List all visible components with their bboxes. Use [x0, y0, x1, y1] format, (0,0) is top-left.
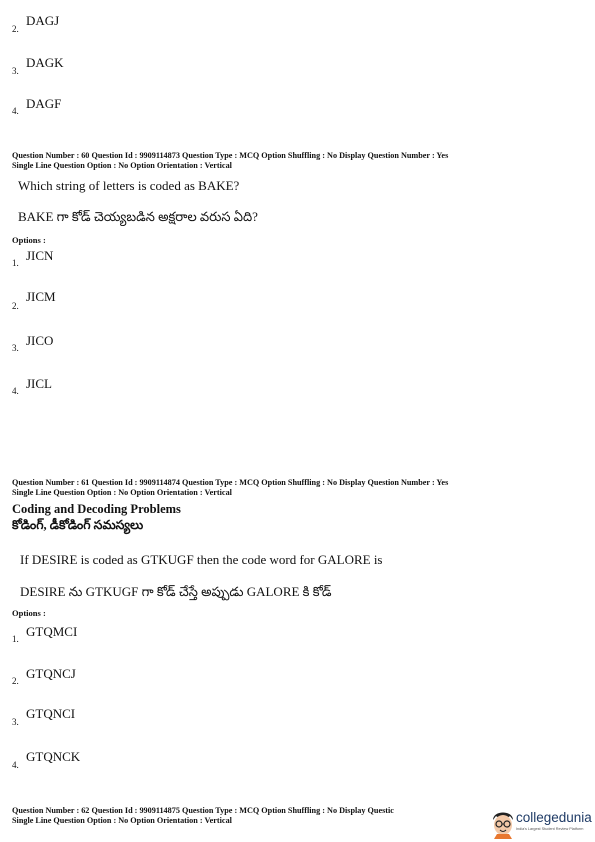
- option-number: 2.: [12, 301, 19, 311]
- option-text: GTQNCI: [26, 706, 76, 721]
- option-text: JICM: [26, 289, 56, 304]
- options-label: Options :: [12, 235, 46, 245]
- question-meta-line: Question Number : 61 Question Id : 9909114874 Question Type : MCQ Option Shuffling : No Display Question Number : Yes: [12, 478, 449, 487]
- option-number: 3.: [12, 717, 19, 727]
- question-meta-line: Question Number : 60 Question Id : 9909114873 Question Type : MCQ Option Shuffling : No Display Question Number : Yes: [12, 151, 449, 160]
- question-text-english: If DESIRE is coded as GTKUGF then the code word for GALORE is: [20, 552, 383, 567]
- option-text: DAGF: [26, 96, 62, 111]
- options-label: Options :: [12, 608, 46, 618]
- option-text: JICN: [26, 248, 54, 263]
- question-meta-line: Single Line Question Option : No Option Orientation : Vertical: [12, 161, 232, 170]
- question-meta: [12, 806, 394, 826]
- brand-name: collegedunia: [516, 810, 592, 825]
- option-number: 4.: [12, 386, 19, 396]
- question-text-telugu: BAKE గా కోడ్ చెయ్యబడిన అక్షరాల వరుస ఏది?: [18, 209, 258, 224]
- section-title-telugu: కోడింగ్, డీకోడింగ్ సమస్యలు: [12, 518, 144, 532]
- question-meta: [12, 151, 448, 171]
- question-meta: [12, 478, 448, 498]
- option-text: GTQMCI: [26, 624, 78, 639]
- option-number: 3.: [12, 343, 19, 353]
- option-text: JICL: [26, 376, 52, 391]
- option-text: DAGJ: [26, 13, 60, 28]
- question-meta-line: Single Line Question Option : No Option Orientation : Vertical: [12, 488, 232, 497]
- option-number: 2.: [12, 24, 19, 34]
- option-number: 1.: [12, 634, 19, 644]
- question-text-english: Which string of letters is coded as BAKE?: [18, 178, 240, 193]
- option-text: GTQNCK: [26, 749, 81, 764]
- collegedunia-logo: [490, 800, 595, 842]
- option-number: 2.: [12, 676, 19, 686]
- mascot-icon: [490, 806, 516, 840]
- option-number: 4.: [12, 760, 19, 770]
- section-title-english: Coding and Decoding Problems: [12, 502, 181, 516]
- option-number: 3.: [12, 66, 19, 76]
- option-text: DAGK: [26, 55, 64, 70]
- question-text-telugu: DESIRE ను GTKUGF గా కోడ్ చేస్తే అప్పుడు GALORE కి కోడ్: [20, 584, 332, 599]
- brand-tagline: India's Largest Student Review Platform: [516, 827, 584, 831]
- option-number: 4.: [12, 106, 19, 116]
- option-number: 1.: [12, 258, 19, 268]
- option-text: GTQNCJ: [26, 666, 76, 681]
- option-text: JICO: [26, 333, 54, 348]
- question-meta-line: Single Line Question Option : No Option Orientation : Vertical: [12, 816, 232, 825]
- question-meta-line: Question Number : 62 Question Id : 9909114875 Question Type : MCQ Option Shuffling : No Display Questic: [12, 806, 394, 815]
